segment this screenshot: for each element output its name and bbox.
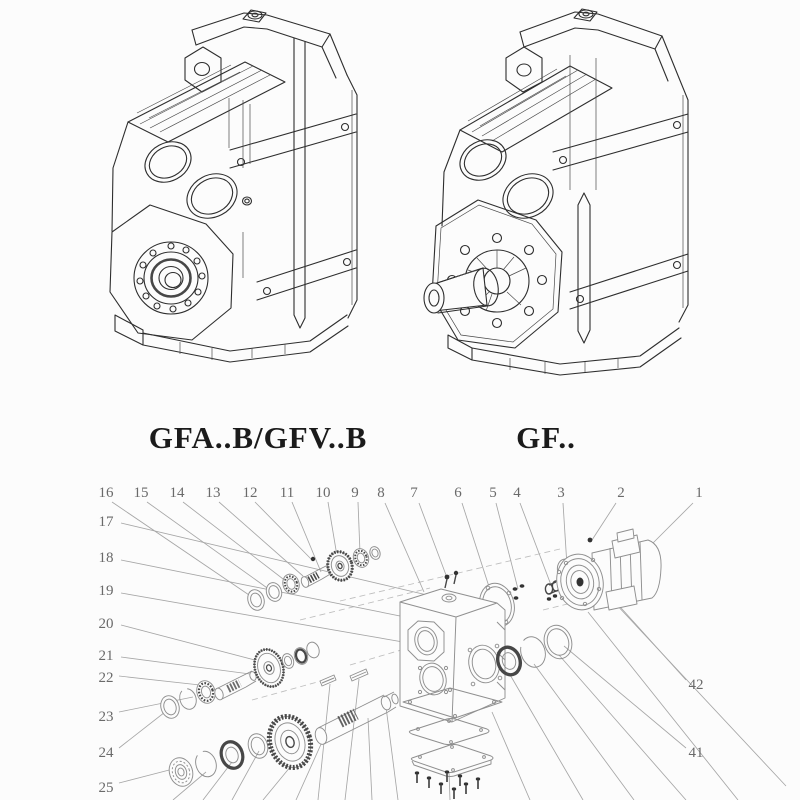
callout-2: 2 [617, 485, 625, 501]
shaft-key-parts [320, 669, 368, 686]
callout-14: 14 [169, 485, 185, 501]
callout-13: 13 [205, 485, 221, 501]
callout-12: 12 [242, 485, 258, 501]
gear-housing-part [400, 589, 505, 722]
cover-bolts [415, 770, 480, 799]
callout-3: 3 [557, 485, 565, 501]
callout-11: 11 [279, 485, 295, 501]
input-seal-part [264, 581, 284, 604]
motor-input-unit-part [552, 529, 661, 614]
callout-16: 16 [98, 485, 114, 501]
intermediate-end-cap-part [158, 693, 182, 720]
callout-5: 5 [489, 485, 497, 501]
callout-15: 15 [133, 485, 149, 501]
callout-42: 42 [688, 677, 704, 693]
output-gear-part [263, 711, 317, 773]
model-label-gf: GF.. [516, 420, 576, 455]
callout-19: 19 [98, 583, 114, 599]
gearbox-drawing-gfab-gfvb [110, 10, 357, 362]
output-seal-part [218, 739, 246, 771]
callout-24: 24 [98, 745, 114, 761]
callout-10: 10 [315, 485, 331, 501]
callout-6: 6 [454, 485, 462, 501]
callout-21: 21 [98, 648, 114, 664]
callout-18: 18 [98, 550, 114, 566]
bottom-cover-part [411, 745, 493, 777]
intermediate-retaining-ring-part [177, 687, 199, 712]
intermediate-pinion-shaft-part [213, 671, 257, 701]
callout-25: 25 [98, 780, 114, 796]
input-washer-part [368, 545, 382, 560]
callout-41: 41 [688, 745, 704, 761]
callout-22: 22 [98, 670, 114, 686]
callout-1: 1 [695, 485, 703, 501]
input-key-pin [311, 557, 315, 561]
output-retaining-ring-part [192, 749, 219, 780]
callout-8: 8 [377, 485, 385, 501]
model-label-gfab-gfvb: GFA..B/GFV..B [148, 420, 368, 455]
input-end-cap-part [245, 588, 267, 613]
exploded-parts-diagram [99, 485, 787, 800]
callout-9: 9 [351, 485, 359, 501]
callout-23: 23 [98, 709, 114, 725]
callout-7: 7 [410, 485, 418, 501]
gasket-part [409, 719, 489, 745]
input-bearing2-part [351, 547, 371, 570]
input-gear-part [324, 549, 356, 584]
gearbox-drawing-gf [424, 9, 688, 375]
callout-4: 4 [513, 485, 521, 501]
callout-17: 17 [98, 514, 114, 530]
callout-20: 20 [98, 616, 114, 632]
intermediate-gear-part [250, 646, 288, 691]
